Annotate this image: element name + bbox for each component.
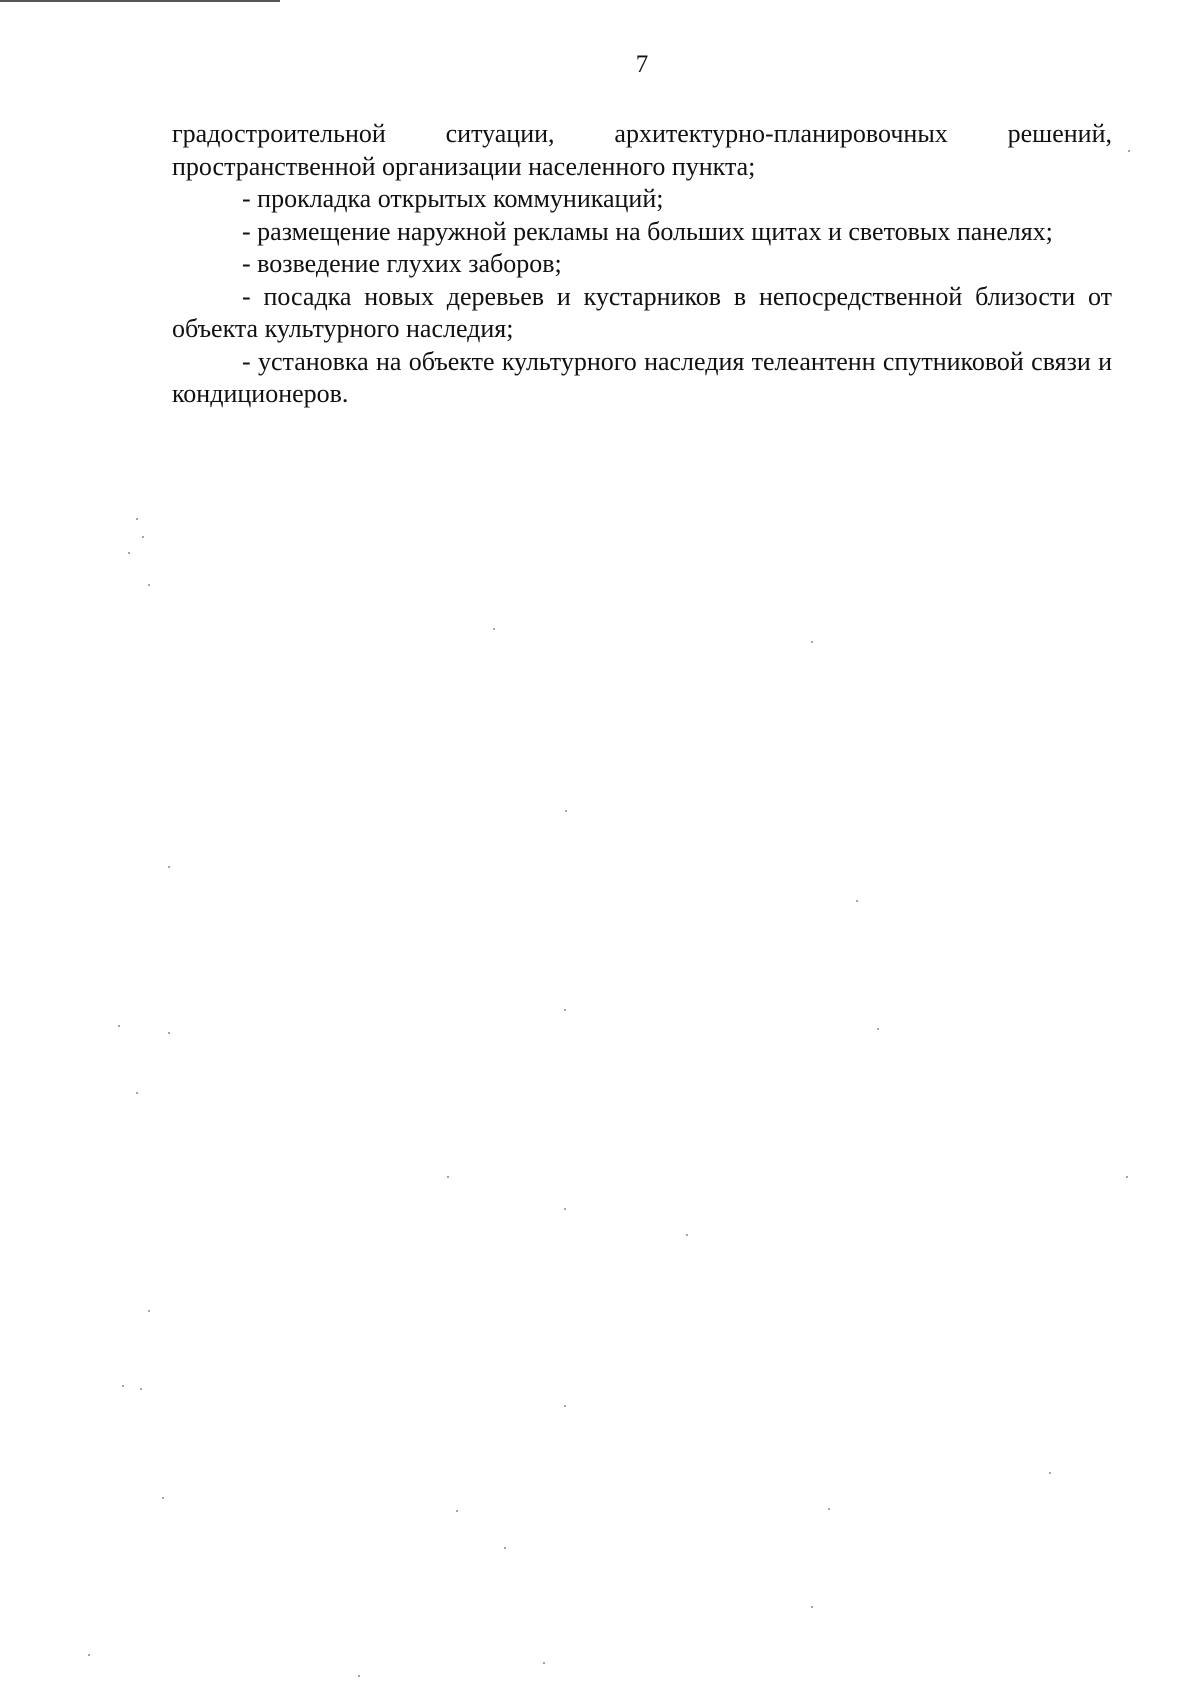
scan-speck [564, 1208, 566, 1210]
scan-speck [358, 1675, 360, 1677]
scan-speck [565, 810, 567, 812]
list-item: - посадка новых деревьев и кустарников в непосредственной близости от объекта культурного наследия; [172, 281, 1112, 343]
scan-speck [564, 1405, 566, 1407]
scan-speck [168, 866, 170, 868]
scan-speck [148, 584, 150, 586]
scan-speck [1049, 1472, 1051, 1474]
list-item: - установка на объекте культурного наследия телеантенн спутниковой связи и кондиционеров. [172, 346, 1112, 408]
scan-speck [811, 1606, 813, 1608]
scan-speck [686, 1234, 688, 1236]
list-item: - прокладка открытых коммуникаций; [242, 184, 664, 213]
scan-speck [543, 1662, 545, 1664]
paragraph-continuation: градостроительной ситуации, архитектурно-планировочных решений, пространственной организации населенного пункта; [172, 119, 1112, 181]
scan-speck [564, 1009, 566, 1011]
scan-speck [877, 1028, 879, 1030]
page-number: 7 [635, 51, 649, 78]
scan-speck [828, 1508, 830, 1510]
scan-speck [493, 628, 495, 630]
scan-speck [148, 1310, 150, 1312]
scan-speck [856, 900, 858, 902]
scan-speck [811, 641, 813, 643]
scan-speck [88, 1654, 90, 1656]
scan-speck [447, 1176, 449, 1178]
scan-speck [1128, 150, 1130, 152]
scan-speck [128, 552, 130, 554]
scan-speck [140, 1388, 142, 1390]
list-item: - возведение глухих заборов; [242, 249, 562, 278]
scan-speck [168, 1032, 170, 1034]
scan-speck [1126, 1176, 1128, 1178]
scan-speck [118, 1025, 120, 1027]
list-item: - размещение наружной рекламы на больших щитах и световых панелях; [242, 216, 1053, 246]
top-edge-line [0, 0, 280, 2]
scan-speck [142, 536, 144, 538]
scan-speck [136, 1092, 138, 1094]
document-body [172, 118, 1112, 411]
scan-speck [162, 1497, 164, 1499]
scan-speck [136, 518, 138, 520]
scan-speck [122, 1385, 124, 1387]
scan-speck [504, 1547, 506, 1549]
scan-speck [456, 1510, 458, 1512]
